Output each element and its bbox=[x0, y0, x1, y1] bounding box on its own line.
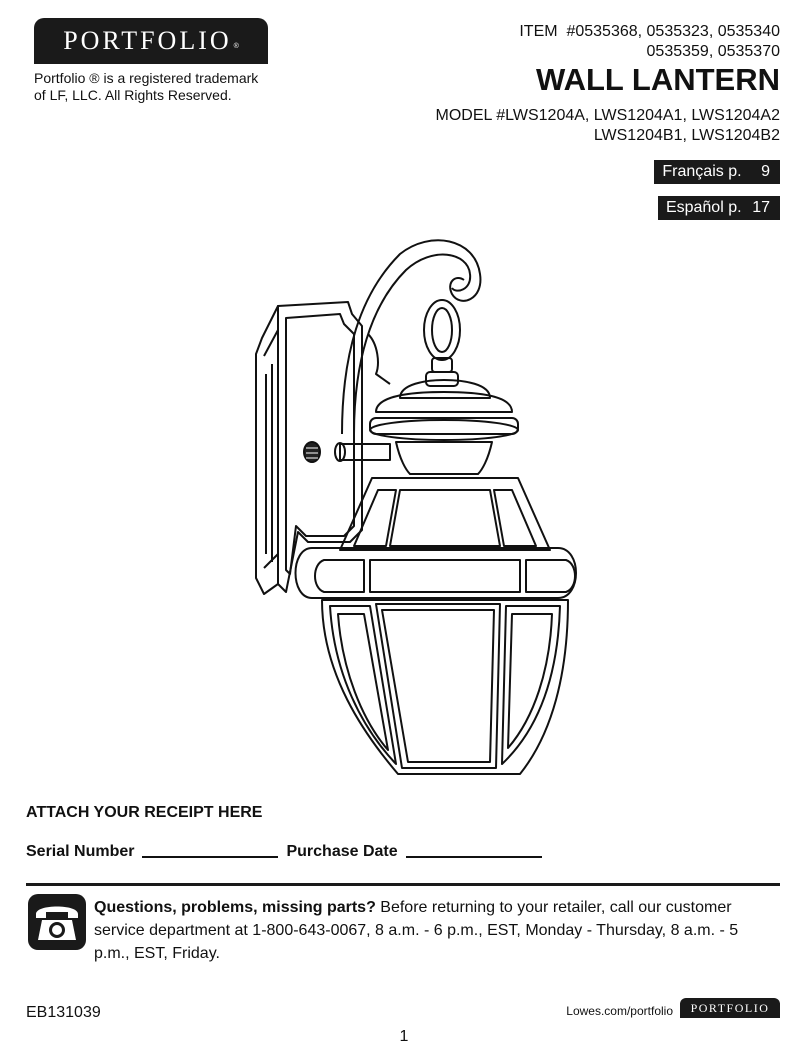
lower-glass bbox=[322, 600, 568, 774]
middle-band bbox=[296, 548, 577, 598]
section-divider bbox=[26, 883, 780, 886]
purchase-date-field[interactable] bbox=[406, 855, 542, 858]
receipt-heading: ATTACH YOUR RECEIPT HERE bbox=[26, 804, 263, 821]
model-numbers bbox=[436, 106, 780, 146]
trademark-line-2: of LF, LLC. All Rights Reserved. bbox=[34, 87, 232, 103]
telephone-icon bbox=[28, 894, 86, 950]
purchase-date-label: Purchase Date bbox=[286, 843, 398, 860]
french-link[interactable] bbox=[654, 160, 780, 184]
hanging-ring bbox=[424, 300, 460, 386]
trademark-line-1: Portfolio ® is a registered trademark bbox=[34, 70, 259, 86]
portfolio-logo bbox=[34, 18, 268, 64]
spanish-page: 17 bbox=[752, 199, 770, 216]
french-page: 9 bbox=[761, 163, 770, 180]
model-line-2: LWS1204B1, LWS1204B2 bbox=[593, 127, 780, 144]
page-number: 1 bbox=[399, 1028, 409, 1045]
trademark-notice bbox=[34, 70, 294, 104]
logo-registered-mark: ® bbox=[233, 42, 239, 50]
footer-logo bbox=[680, 998, 780, 1018]
help-contact-details: Before returning to your retailer, call our customer service department at 1-800-643-0067, 8 a.m. - 6 p.m., EST, Monday - Thursday, 8 a.m. - 5 p.m., EST, Friday. bbox=[94, 899, 739, 962]
document-code: EB131039 bbox=[26, 1004, 101, 1021]
page-title: WALL LANTERN bbox=[536, 62, 780, 97]
footer-logo-text: PORTFOLIO bbox=[690, 1000, 770, 1015]
help-bold-question: Questions, problems, missing parts? bbox=[94, 899, 376, 916]
wall-lantern-illustration bbox=[250, 234, 590, 784]
spanish-label: Español p. bbox=[665, 199, 742, 216]
item-line-1: ITEM #0535368, 0535323, 0535340 bbox=[519, 23, 780, 40]
item-line-2: 0535359, 0535370 bbox=[646, 43, 780, 60]
logo-text: PORTFOLIO bbox=[63, 26, 232, 55]
serial-number-field[interactable] bbox=[142, 855, 278, 858]
arm bbox=[335, 240, 480, 461]
mounting-screw bbox=[304, 442, 320, 462]
item-numbers bbox=[519, 22, 780, 62]
website-link[interactable]: Lowes.com/portfolio bbox=[566, 1004, 673, 1018]
upper-glass bbox=[340, 478, 550, 550]
spanish-link[interactable] bbox=[658, 196, 780, 220]
lantern-cap bbox=[370, 380, 518, 474]
model-line-1: MODEL #LWS1204A, LWS1204A1, LWS1204A2 bbox=[435, 107, 780, 124]
french-label: Français p. bbox=[662, 163, 742, 180]
help-text bbox=[94, 896, 774, 965]
serial-number-label: Serial Number bbox=[26, 843, 135, 860]
receipt-fields bbox=[26, 843, 550, 861]
